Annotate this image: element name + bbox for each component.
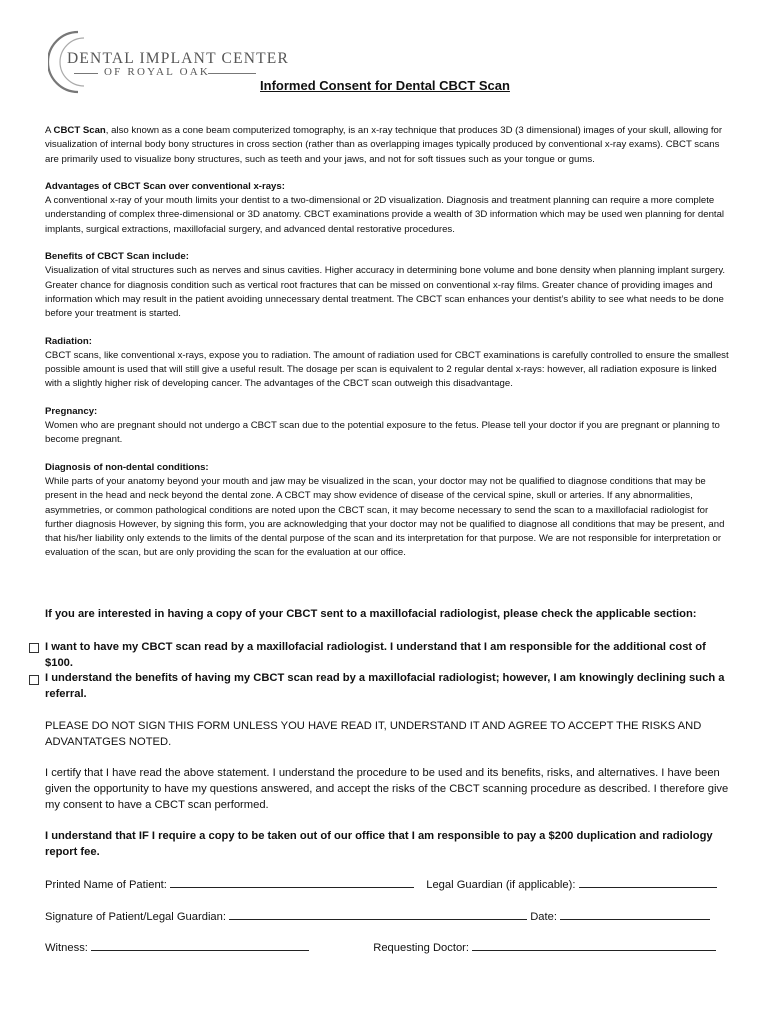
section-heading-pregnancy: Pregnancy:	[45, 405, 98, 417]
section-heading-diagnosis: Diagnosis of non-dental conditions:	[45, 461, 209, 473]
legal-guardian-label: Legal Guardian (if applicable):	[426, 879, 576, 891]
logo-divider-left	[74, 73, 98, 74]
section-body-radiation: CBCT scans, like conventional x-rays, expose you to radiation. The amount of radiation used for CBCT examinations is carefully controlled to ensure the smallest possible amount is used that will still give a useful result. The dosage per scan is equivalent to 2 regular dental x-rays: however, all radiation exposure is linked with a slightly higher risk of developing cancer. The advantages of the CBCT scan outweigh this disadvantage.	[45, 349, 729, 390]
section-heading-benefits: Benefits of CBCT Scan include:	[45, 251, 189, 263]
logo-line-2: OF ROYAL OAK	[104, 66, 211, 78]
section-heading-advantages: Advantages of CBCT Scan over conventional x-rays:	[45, 180, 285, 192]
copy-fee-text: I understand that IF I require a copy to be taken out of our office that I am responsible to pay a $200 duplication and radiology report fee.	[45, 830, 713, 858]
date-input[interactable]	[560, 908, 710, 920]
signature-row-1	[45, 876, 735, 891]
printed-name-input[interactable]	[170, 876, 414, 888]
logo-line-1: DENTAL IMPLANT CENTER	[67, 50, 289, 67]
requesting-doctor-label: Requesting Doctor:	[373, 942, 470, 954]
document-title-wrap	[0, 77, 770, 95]
requesting-doctor-input[interactable]	[472, 939, 716, 951]
intro-bold-term: CBCT Scan	[53, 125, 106, 136]
intro-prefix: A	[45, 125, 54, 136]
option-1-checkbox[interactable]	[29, 643, 39, 653]
signature-label: Signature of Patient/Legal Guardian:	[45, 911, 226, 923]
intro-paragraph	[45, 124, 730, 167]
certify-text: I certify that I have read the above statement. I understand the procedure to be used and its benefits, risks, and alternatives. I have been given the opportunity to have my questions answered, and accept the risks of the CBCT scanning procedure as described. I therefore give my consent to have a CBCT scan performed.	[45, 767, 729, 811]
intro-text: , also known as a cone beam computerized tomography, is an x-ray technique that produces 3D (3 dimensional) images of your skull, allowing for visualization of internal body bony structures in cross section (rather than as overlapping images typically produced by conventional x-ray exams). CBCT scans are primarily used to visualize bony structures, such as teeth and your jaws, and not for soft tissues such as your tongue or gums.	[45, 125, 723, 165]
option-2-checkbox[interactable]	[29, 675, 39, 685]
signature-row-3	[45, 939, 735, 954]
witness-input[interactable]	[91, 939, 309, 951]
date-label: Date:	[530, 911, 557, 923]
logo-divider-right	[208, 73, 256, 74]
signature-row-2	[45, 908, 735, 923]
signature-input[interactable]	[229, 908, 527, 920]
warning-text: PLEASE DO NOT SIGN THIS FORM UNLESS YOU HAVE READ IT, UNDERSTAND IT AND AGREE TO ACCEPT THE RISKS AND ADVANTATGES NOTED.	[45, 720, 702, 748]
section-body-advantages: A conventional x-ray of your mouth limits your dentist to a two-dimensional or 2D visualization. Diagnosis and treatment planning can require a more complete understanding of complex three-dimensional or 3D anatomy. CBCT examinations provide a wealth of 3D information which may be used wen planning for dental implants, surgical extractions, maxillofacial surgery, and advanced dental restorative procedures.	[45, 195, 725, 235]
section-body-benefits: Visualization of vital structures such as nerves and sinus cavities. Higher accuracy in determining bone volume and bone density when planning implant surgery. Greater chance for diagnosis condition such as vertical root fractures that can be missed on conventional x-ray films. Greater chance of providing images and information which may result in the patient avoiding unnecessary dental treatment. The CBCT scan enhances your dentist’s ability to see what needs to be done before your treatment is started.	[45, 265, 726, 320]
witness-label: Witness:	[45, 942, 88, 954]
consent-body	[45, 124, 730, 561]
document-title: Informed Consent for Dental CBCT Scan	[260, 78, 510, 93]
printed-name-label: Printed Name of Patient:	[45, 879, 167, 891]
section-body-pregnancy: Women who are pregnant should not undergo a CBCT scan due to the potential exposure to the fetus. Please tell your doctor if you are pregnant or planning to become pregnant.	[45, 420, 720, 446]
radiologist-prompt: If you are interested in having a copy of your CBCT sent to a maxillofacial radiologist, please check the applicable section:	[45, 608, 697, 620]
option-1-label: I want to have my CBCT scan read by a maxillofacial radiologist. I understand that I am responsible for the additional cost of $100.	[45, 641, 706, 669]
section-heading-radiation: Radiation:	[45, 335, 92, 347]
legal-guardian-input[interactable]	[579, 876, 717, 888]
section-body-diagnosis: While parts of your anatomy beyond your mouth and jaw may be visualized in the scan, your doctor may not be qualified to diagnose conditions that may be present in the head and neck beyond the dental zone. A CBCT may show evidence of disease of the cervical spine, skull or arteries. If any abnormalities, asymmetries, or common pathological conditions are noted upon the CBCT scan, it may become necessary to send the scan to a maxillofacial radiologist for further diagnosis However, by signing this form, you are acknowledging that your doctor may not be qualified to diagnose all conditions that may be present, and that his/her liability only extends to the limits of the dental purpose of the scan and its interpretation for that purpose. We are not responsible for interpretation or evaluation of the scan, but are only providing the scan for the evaluation at our office.	[45, 475, 725, 559]
option-2-label: I understand the benefits of having my CBCT scan read by a maxillofacial radiologist; however, I am knowingly declining such a referral.	[45, 672, 725, 700]
